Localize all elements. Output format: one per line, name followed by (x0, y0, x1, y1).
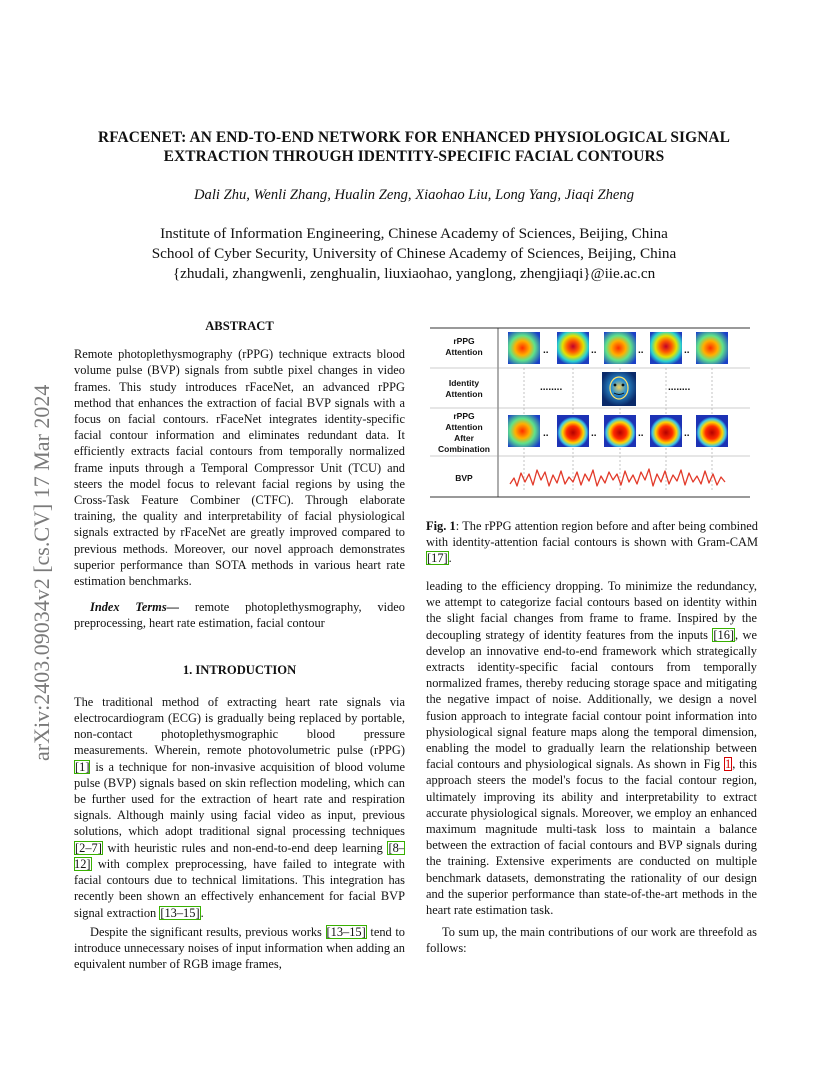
intro-p1-text-c: with heuristic rules and non-end-to-end deep learning (102, 840, 388, 855)
intro-p2-text-a: Despite the significant results, previous works (90, 924, 326, 939)
ellipsis: .. (638, 428, 644, 439)
combined-attention-heatmaps (508, 415, 728, 447)
identity-attention-face (602, 372, 636, 406)
arxiv-side-identifier (24, 285, 58, 765)
citation-link[interactable]: [16] (713, 627, 735, 642)
citation-link[interactable]: [17] (427, 551, 448, 566)
right-paragraph-2: To sum up, the main contributions of our work are threefold as follows: (426, 925, 757, 956)
ellipsis-long: ........ (540, 382, 563, 393)
index-terms-label: Index Terms— (90, 600, 180, 615)
caption-end: . (448, 551, 452, 566)
intro-p2-text-b: tend to introduce unnecessary noises of input information when adding an equivalent number of RGB image frames, (74, 924, 405, 972)
intro-paragraph-2 (74, 924, 405, 973)
intro-p1-text-e: . (200, 905, 204, 920)
author-list: Dali Zhu, Wenli Zhang, Hualin Zeng, Xiaohao Liu, Long Yang, Jiaqi Zheng (193, 187, 635, 203)
ellipsis: .. (638, 345, 644, 356)
right-p1-text-c: , this approach steers the model's focus to the facial contour region, ultimately improving its ability and interpretability to extract accurate physiological signals. Moreover, we employ an enhanced maximum magnitude multi-task loss to maintain a balance between the extraction of facial contours and BVP signals during the training. Extensive experiments are conducted on multiple benchmark datasets, demonstrating the rationality of our design and the superior performance than state-of-the-art methods in the heart rate estimation task. (426, 757, 757, 918)
ellipsis: .. (684, 345, 690, 356)
figure-1-caption (426, 518, 758, 567)
caption-label: Fig. 1 (426, 519, 456, 533)
row-label-attention: Attention (445, 389, 483, 399)
intro-p1-text-d: with complex preprocessing, have failed to integrate with facial contours due to technical limitations. This integration has recently been shown an effectively enhancement for facial BVP signal extraction (74, 856, 405, 920)
figure-link[interactable]: 1 (725, 757, 732, 772)
abstract-heading: ABSTRACT (205, 319, 274, 333)
rppg-attention-heatmaps (508, 332, 728, 364)
affiliations (60, 224, 768, 284)
row-label-attention: Attention (445, 422, 483, 432)
ellipsis: .. (684, 428, 690, 439)
citation-link[interactable]: [8–12] (74, 840, 405, 871)
left-column (74, 318, 405, 972)
row-label-identity: Identity (448, 378, 480, 388)
ellipsis: .. (543, 428, 549, 439)
citation-link[interactable]: [2–7] (75, 840, 102, 855)
row-label-bvp: BVP (455, 473, 473, 483)
introduction-heading: 1. INTRODUCTION (182, 662, 297, 677)
row-label-after: After (454, 433, 474, 443)
intro-p1-text-a: The traditional method of extracting heart rate signals via electrocardiogram (ECG) is gradually being replaced by portable, non-contact photoplethysmographic blood pressure measurements. Wherein, remote photovolumetric pulse (rPPG) (74, 694, 405, 758)
intro-paragraph-1 (74, 694, 405, 921)
intro-p1-text-b: is a technique for non-invasive acquisition of blood volume pulse (BVP) signals based on skin reflection modeling, which can be further used for the extraction of heart rate and respiration signals. Although mainly using facial video as input, previous solutions, which adopt traditional signal processing techniques (74, 759, 405, 839)
citation-link[interactable]: [13–15] (160, 905, 200, 920)
bvp-waveform (510, 469, 725, 486)
title-line-1: RFACENET: AN END-TO-END NETWORK FOR ENHANCED PHYSIOLOGICAL SIGNAL (97, 129, 731, 146)
figure-1-graphic (430, 322, 750, 502)
citation-link[interactable]: [13–15] (326, 924, 366, 939)
ellipsis: .. (591, 428, 597, 439)
figure-1 (430, 322, 750, 502)
index-terms (74, 599, 405, 631)
author-emails: {zhudali, zhangwenli, zenghualin, liuxiaohao, yanglong, zhengjiaqi}@iie.ac.cn (172, 265, 656, 282)
affiliation-2: School of Cyber Security, University of Chinese Academy of Sciences, Beijing, China (151, 245, 677, 262)
paper-title (60, 128, 768, 166)
row-label-attention: Attention (445, 347, 483, 357)
abstract-text: Remote photoplethysmography (rPPG) technique extracts blood volume pulse (BVP) signals from subtle pixel changes in video frames. This study introduces rFaceNet, an advanced rPPG method that enhances the extraction of facial BVP signals with a focus on facial contours. rFaceNet integrates identity-specific facial contour information and eliminates redundant data. It efficiently extracts facial contours from temporally normalized frame inputs through a Temporal Compressor Unit (TCU) and steers the model focus to relevant facial regions by using the Cross-Task Feature Combiner (CTFC). Through elaborate training, the quality and interpretability of facial physiological signals extracted by rFaceNet are greatly improved compared to previous methods. Moreover, our novel approach demonstrates superior performance than SOTA methods in various heart rate estimation benchmarks. (74, 347, 405, 589)
row-label-combination: Combination (438, 444, 490, 454)
ellipsis: .. (591, 345, 597, 356)
right-p1-text-b: , we develop an innovative end-to-end framework which strategically extracts identity-specific facial contours from temporally normalized frames, thereby reducing storage space and mitigating the negative impact of noise. Additionally, we design a novel fusion approach to integrate facial contour point information into physiological signal feature maps along the temporal dimension, enabling the model to gradually learn the relationship between facial contours and physiological signals. As shown in Fig (426, 627, 757, 772)
arxiv-id-text: arXiv:2403.09034v2 [cs.CV] 17 Mar 2024 (29, 384, 54, 761)
right-column (426, 578, 757, 957)
title-line-2: EXTRACTION THROUGH IDENTITY-SPECIFIC FACIAL CONTOURS (163, 148, 665, 165)
index-terms-text: remote photoplethysmography, video preprocessing, heart rate estimation, facial contour (74, 600, 405, 631)
right-paragraph-1 (426, 578, 757, 918)
caption-text: : The rPPG attention region before and after being combined with identity-attention facial contours is shown with Gram-CAM (426, 519, 758, 550)
ellipsis-long: ........ (668, 382, 691, 393)
affiliation-1: Institute of Information Engineering, Chinese Academy of Sciences, Beijing, China (160, 225, 668, 242)
citation-link[interactable]: [1] (75, 759, 90, 774)
row-label-rppg: rPPG (453, 411, 475, 421)
row-label-rppg: rPPG (453, 336, 475, 346)
right-p1-text-a: leading to the efficiency dropping. To minimize the redundancy, we attempt to categorize facial contours based on identity within the slight facial changes from frame to frame. Inspired by the decoupling strategy of identity features from the inputs (426, 579, 757, 642)
ellipsis: .. (543, 345, 549, 356)
